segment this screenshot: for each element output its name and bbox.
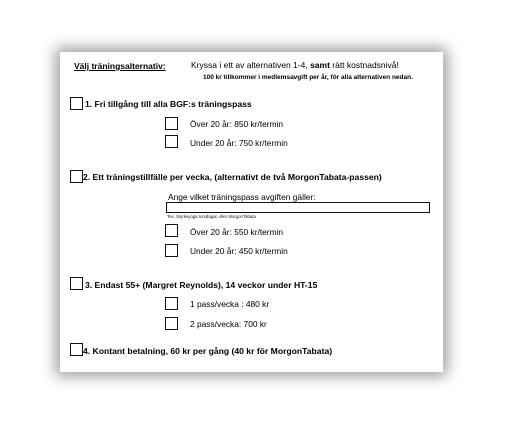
option-1-title: 1. Fri tillgång till alla BGF:s träningspass — [85, 99, 252, 109]
section-label: Välj träningsalternativ: — [74, 61, 166, 71]
option-2-tier-2-label: Under 20 år: 450 kr/termin — [190, 246, 288, 256]
option-3-tier-1-checkbox[interactable] — [165, 297, 178, 310]
option-2-tier-1-label: Över 20 år: 550 kr/termin — [190, 227, 284, 237]
option-4-title: 4. Kontant betalning, 60 kr per gång (40 kr för MorgonTabata) — [83, 346, 333, 356]
option-2-checkbox[interactable] — [70, 170, 83, 183]
fee-note: 100 kr tillkommer i medlemsavgift per år, för alla alternativen nedan. — [203, 74, 413, 81]
option-2-title: 2. Ett träningstillfälle per vecka, (alternativt de två MorgonTabata-passen) — [83, 172, 382, 182]
option-1-tier-1-checkbox[interactable] — [165, 117, 178, 130]
option-1-tier-1-label: Över 20 år: 850 kr/termin — [190, 119, 284, 129]
option-4-checkbox[interactable] — [70, 343, 83, 356]
option-2-tier-2-checkbox[interactable] — [165, 244, 178, 257]
option-3-title: 3. Endast 55+ (Margret Reynolds), 14 veckor under HT-15 — [85, 280, 318, 290]
option-3-tier-1-label: 1 pass/vecka : 480 kr — [190, 299, 270, 309]
instruction-text: Kryssa i ett av alternativen 1-4, samt rätt kostnadsnivå! — [191, 60, 399, 70]
option-3-tier-2-label: 2 pass/vecka: 700 kr — [190, 319, 267, 329]
option-1-tier-2-checkbox[interactable] — [165, 135, 178, 148]
training-field-hint: Tex. Styrkeyoga torsdagar, eller MorgonTabata — [167, 214, 256, 219]
option-3-tier-2-checkbox[interactable] — [165, 317, 178, 330]
training-field-input[interactable] — [166, 202, 430, 213]
option-1-checkbox[interactable] — [70, 97, 83, 110]
option-2-tier-1-checkbox[interactable] — [165, 224, 178, 237]
option-3-checkbox[interactable] — [70, 277, 83, 290]
option-1-tier-2-label: Under 20 år: 750 kr/termin — [190, 138, 288, 148]
training-field-label: Ange vilket träningspass avgiften gäller: — [168, 192, 316, 202]
